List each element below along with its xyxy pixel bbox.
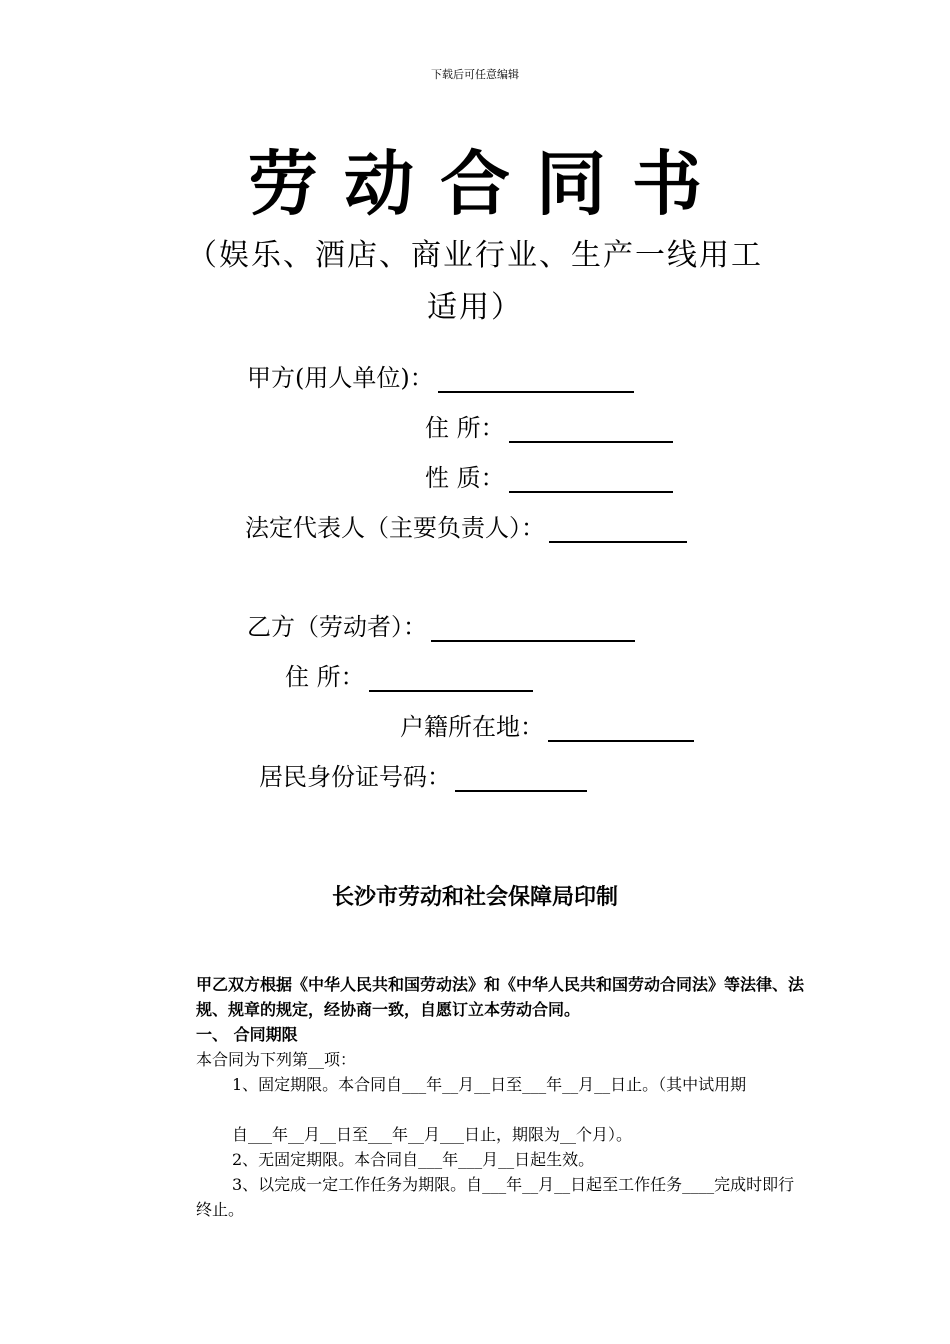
id-number-field <box>259 757 587 792</box>
employer-address-field <box>425 408 673 443</box>
intro-paragraph: 甲乙双方根据《中华人民共和国劳动法》和《中华人民共和国劳动合同法》等法律、法规、规章的规定，经协商一致，自愿订立本劳动合同。 <box>196 975 805 1019</box>
id-number-label: 居民身份证号码： <box>259 763 451 791</box>
household-blank[interactable] <box>548 720 694 742</box>
id-number-blank[interactable] <box>455 770 587 792</box>
legal-rep-label: 法定代表人（主要负责人）： <box>245 514 545 542</box>
subtitle-line-1: （娱乐、酒店、商业行业、生产一线用工 <box>187 238 763 273</box>
legal-rep-blank[interactable] <box>549 521 687 543</box>
header-note: 下载后可任意编辑 <box>431 68 519 81</box>
employer-blank[interactable] <box>438 371 634 393</box>
household-label: 户籍所在地： <box>400 713 544 741</box>
legal-rep-field <box>245 508 687 543</box>
employer-address-label: 住 所： <box>425 414 505 442</box>
term-intro: 本合同为下列第__项： <box>196 1050 357 1069</box>
term-option-1: 1、固定期限。本合同自___年__月__日至___年__月__日止。（其中试用期 <box>232 1075 747 1094</box>
section-1-heading: 一、 合同期限 <box>196 1025 298 1044</box>
publisher: 长沙市劳动和社会保障局印制 <box>331 885 618 910</box>
subtitle-line-2: 适用） <box>427 290 523 325</box>
worker-address-label: 住 所： <box>285 663 365 691</box>
employer-label: 甲方(用人单位)： <box>247 364 434 392</box>
term-option-3: 3、以完成一定工作任务为期限。自___年__月__日起至工作任务____完成时即行终止。 <box>196 1175 795 1219</box>
worker-address-blank[interactable] <box>369 670 533 692</box>
term-option-2: 2、无固定期限。本合同自___年___月__日起生效。 <box>232 1150 595 1169</box>
worker-address-field <box>285 657 533 692</box>
term-option-1-probation: 自___年__月__日至___年__月___日止，期限为__个月）。 <box>232 1125 633 1144</box>
worker-field <box>247 607 635 642</box>
household-field <box>400 707 694 742</box>
employer-nature-blank[interactable] <box>509 471 673 493</box>
worker-blank[interactable] <box>431 620 635 642</box>
employer-address-blank[interactable] <box>509 421 673 443</box>
employer-nature-label: 性 质： <box>425 464 505 492</box>
worker-label: 乙方（劳动者）： <box>247 613 427 641</box>
document-title: 劳动合同书 <box>248 142 728 225</box>
employer-nature-field <box>425 458 673 493</box>
employer-field <box>247 358 634 393</box>
